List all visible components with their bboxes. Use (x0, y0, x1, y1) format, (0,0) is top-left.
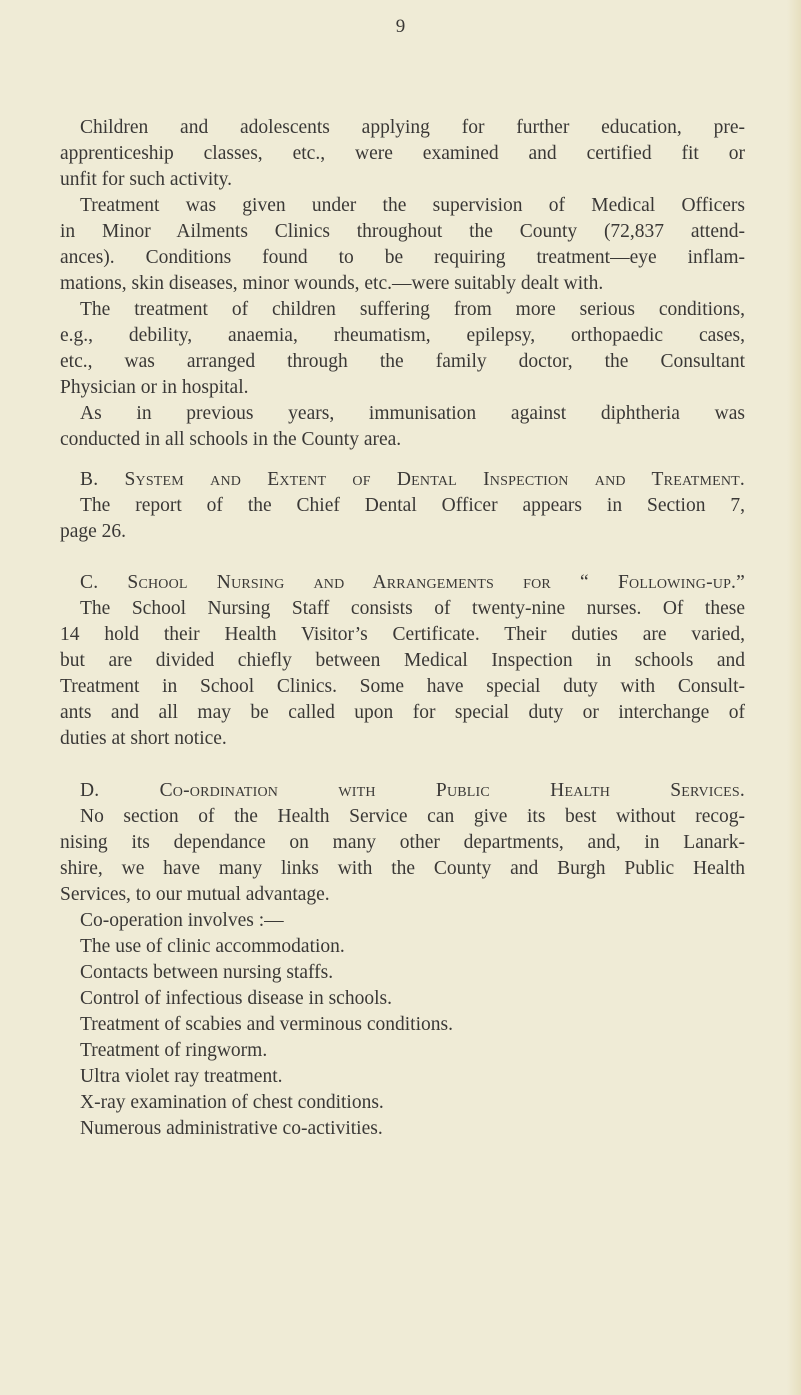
paragraph (60, 908, 745, 934)
paragraph (60, 493, 745, 545)
section-heading-text: C. School Nursing and Arrangements for “ Following-up.” (80, 572, 745, 593)
paragraph-line: duties at short notice. (60, 728, 227, 749)
list-item: Numerous administrative co-activities. (80, 1118, 383, 1139)
paragraph-line: No section of the Health Service can give its best without recog- (80, 806, 745, 827)
list-item: Control of infectious disease in schools. (80, 988, 392, 1009)
list-item: Treatment of ringworm. (80, 1040, 268, 1061)
paragraph (60, 596, 745, 752)
paragraph-line: apprenticeship classes, etc., were examined and certified fit or (60, 143, 745, 164)
document-body (60, 115, 745, 1142)
section-heading-text: B. System and Extent of Dental Inspection and Treatment. (80, 469, 745, 490)
paragraph-line: ances). Conditions found to be requiring treatment—eye inflam- (60, 247, 745, 268)
page-number: 9 (395, 16, 406, 37)
paragraph-line: e.g., debility, anaemia, rheumatism, epilepsy, orthopaedic cases, (60, 325, 745, 346)
paragraph (60, 804, 745, 908)
paragraph-line: but are divided chiefly between Medical Inspection in schools and (60, 650, 745, 671)
paragraph-line: ants and all may be called upon for special duty or interchange of (60, 702, 745, 723)
paragraph (60, 115, 745, 193)
section-heading (60, 467, 745, 493)
paragraph (60, 193, 745, 297)
paragraph-line: Children and adolescents applying for further education, pre- (80, 117, 745, 138)
paragraph-line: As in previous years, immunisation against diphtheria was (80, 403, 745, 424)
paragraph-line: The treatment of children suffering from more serious conditions, (80, 299, 745, 320)
paragraph-line: 14 hold their Health Visitor’s Certificate. Their duties are varied, (60, 624, 745, 645)
list-item: Treatment of scabies and verminous conditions. (80, 1014, 453, 1035)
paragraph-line: The report of the Chief Dental Officer appears in Section 7, (80, 495, 745, 516)
paragraph-line: etc., was arranged through the family doctor, the Consultant (60, 351, 745, 372)
paragraph-line: conducted in all schools in the County area. (60, 429, 402, 450)
paragraph-line: page 26. (60, 521, 127, 542)
paragraph (60, 401, 745, 453)
cooperation-list (60, 934, 745, 1142)
paragraph-line: mations, skin diseases, minor wounds, etc.—were suitably dealt with. (60, 273, 604, 294)
paragraph-line: nising its dependance on many other departments, and, in Lanark- (60, 832, 745, 853)
section-heading (60, 570, 745, 596)
list-item: The use of clinic accommodation. (80, 936, 345, 957)
list-item: Contacts between nursing staffs. (80, 962, 334, 983)
paragraph-line: Co-operation involves :— (80, 910, 284, 931)
paragraph-line: Treatment in School Clinics. Some have special duty with Consult- (60, 676, 745, 697)
section-heading-text: D. Co-ordination with Public Health Services. (80, 780, 745, 801)
paragraph-line: in Minor Ailments Clinics throughout the County (72,837 attend- (60, 221, 745, 242)
list-item: X-ray examination of chest conditions. (80, 1092, 384, 1113)
paragraph (60, 297, 745, 401)
section-heading (60, 778, 745, 804)
paragraph-line: Services, to our mutual advantage. (60, 884, 330, 905)
paragraph-line: unfit for such activity. (60, 169, 233, 190)
paragraph-line: Treatment was given under the supervision of Medical Officers (80, 195, 745, 216)
paragraph-line: shire, we have many links with the County and Burgh Public Health (60, 858, 745, 879)
page-edge-shadow (787, 0, 801, 1395)
paragraph-line: The School Nursing Staff consists of twenty-nine nurses. Of these (80, 598, 745, 619)
paragraph-line: Physician or in hospital. (60, 377, 249, 398)
list-item: Ultra violet ray treatment. (80, 1066, 283, 1087)
